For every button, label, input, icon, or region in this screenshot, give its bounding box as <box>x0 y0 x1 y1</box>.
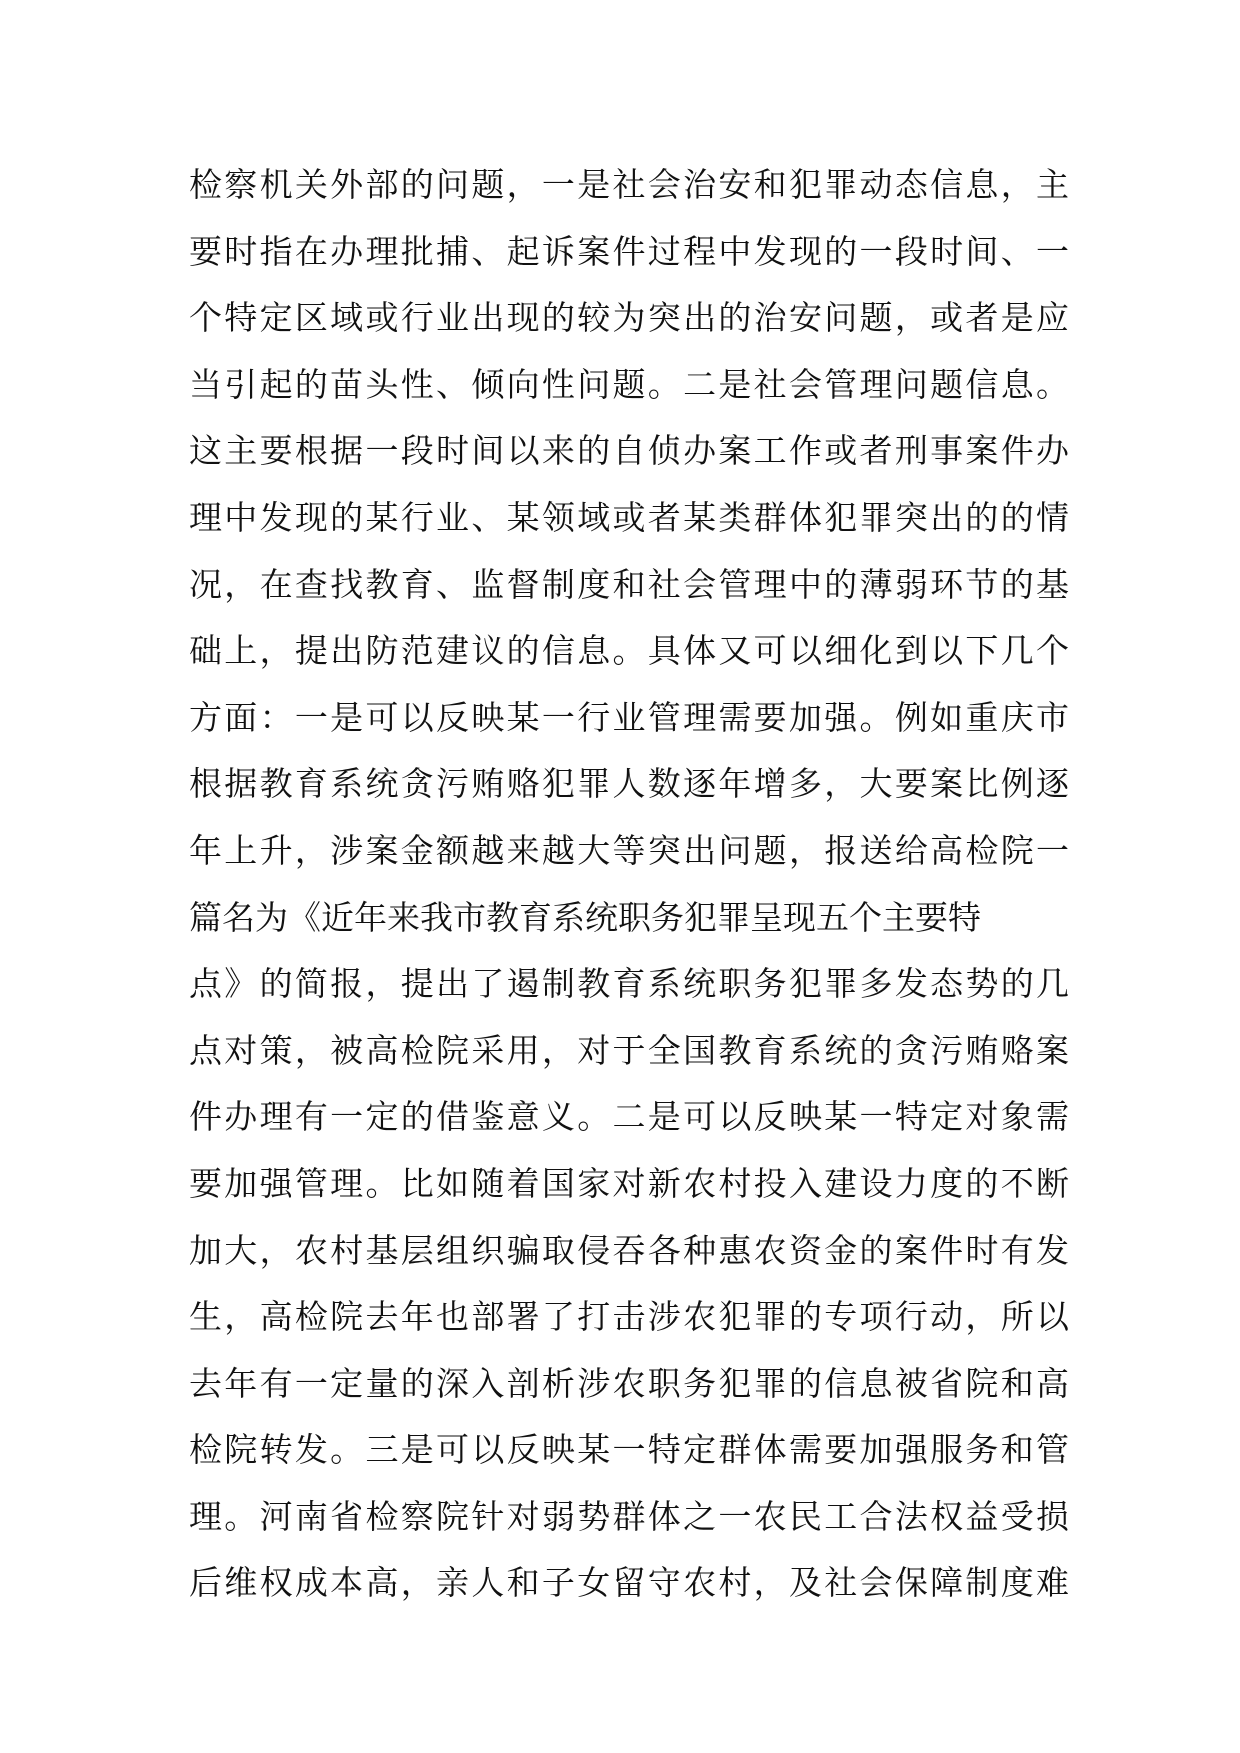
text-line: 根据教育系统贪污贿赂犯罪人数逐年增多，大要案比例逐 <box>189 764 1069 804</box>
text-line: 况，在查找教育、监督制度和社会管理中的薄弱环节的基 <box>189 564 1069 604</box>
text-line: 后维权成本高，亲人和子女留守农村，及社会保障制度难 <box>189 1563 1069 1603</box>
text-line: 检察机关外部的问题，一是社会治安和犯罪动态信息，主 <box>189 165 1069 204</box>
text-line: 检院转发。三是可以反映某一特定群体需要加强服务和管 <box>189 1430 1069 1470</box>
text-line: 础上，提出防范建议的信息。具体又可以细化到以下几个 <box>189 631 1069 671</box>
text-line: 理。河南省检察院针对弱势群体之一农民工合法权益受损 <box>189 1496 1069 1536</box>
text-line: 件办理有一定的借鉴意义。二是可以反映某一特定对象需 <box>189 1097 1069 1137</box>
text-line: 加大，农村基层组织骗取侵吞各种惠农资金的案件时有发 <box>189 1230 1069 1270</box>
text-line: 方面：一是可以反映某一行业管理需要加强。例如重庆市 <box>189 697 1069 737</box>
text-line: 点》的简报，提出了遏制教育系统职务犯罪多发态势的几 <box>189 964 1069 1004</box>
text-line: 点对策，被高检院采用，对于全国教育系统的贪污贿赂案 <box>189 1030 1069 1070</box>
text-line: 去年有一定量的深入剖析涉农职务犯罪的信息被省院和高 <box>189 1363 1069 1403</box>
text-line: 篇名为《近年来我市教育系统职务犯罪呈现五个主要特 <box>189 897 981 937</box>
text-line: 生，高检院去年也部署了打击涉农犯罪的专项行动，所以 <box>189 1297 1069 1337</box>
body-text <box>189 152 1069 1617</box>
text-line: 年上升，涉案金额越来越大等突出问题，报送给高检院一 <box>189 830 1069 870</box>
text-line: 要时指在办理批捕、起诉案件过程中发现的一段时间、一 <box>189 231 1069 271</box>
text-line: 理中发现的某行业、某领域或者某类群体犯罪突出的的情 <box>189 497 1069 537</box>
text-line: 要加强管理。比如随着国家对新农村投入建设力度的不断 <box>189 1163 1069 1203</box>
text-line: 这主要根据一段时间以来的自侦办案工作或者刑事案件办 <box>189 431 1069 471</box>
text-line: 个特定区域或行业出现的较为突出的治安问题，或者是应 <box>189 298 1069 338</box>
text-line: 当引起的苗头性、倾向性问题。二是社会管理问题信息。 <box>189 364 1069 404</box>
